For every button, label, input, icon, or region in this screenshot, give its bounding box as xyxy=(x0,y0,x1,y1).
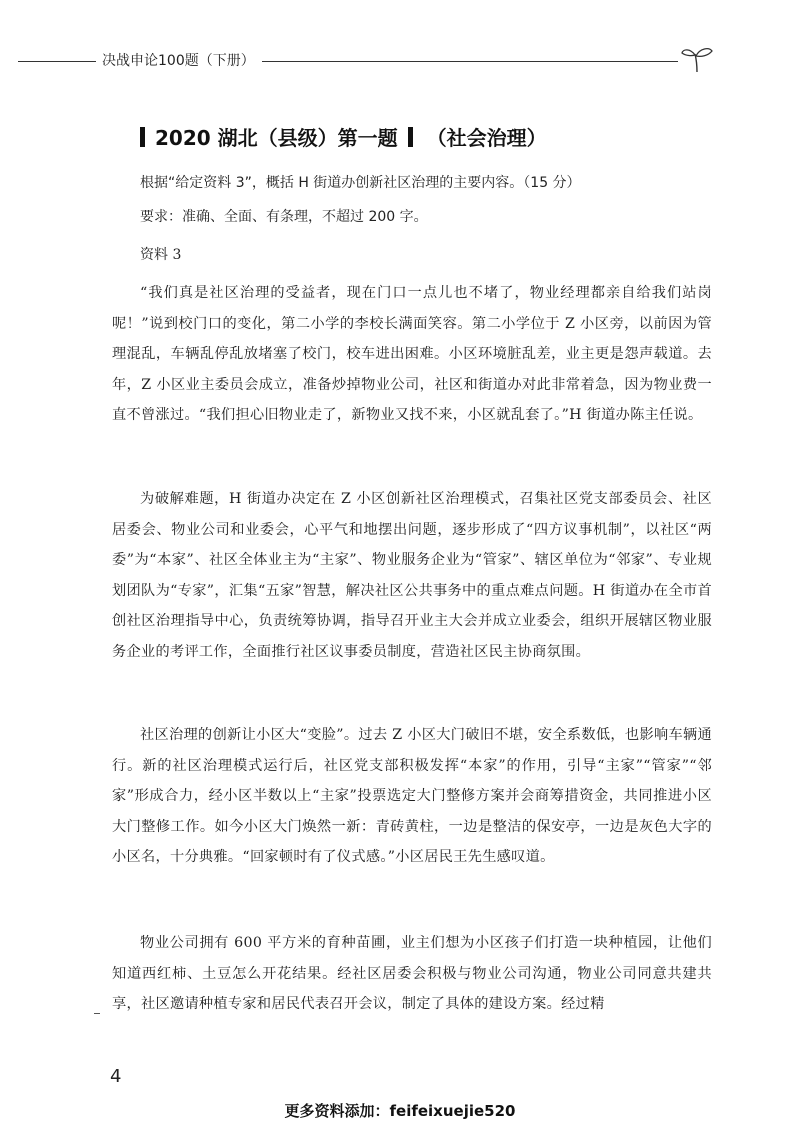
sprout-icon xyxy=(680,44,714,74)
material-paragraph-1: “我们真是社区治理的受益者，现在门口一点儿也不堵了，物业经理都亲自给我们站岗呢！”说到校门口的变化，第二小学的李校长满面笑容。第二小学位于 Z 小区旁，以前因为管理混乱，车辆乱停乱放堵塞了校门，校车进出困难。小区环境脏乱差，业主更是怨声载道。去年，Z 小区业主委员会成立，准备炒掉物业公司，社区和街道办对此非常着急，因为物业费一直不曾涨过。“我们担心旧物业走了，新物业又找不来，小区就乱套了。”H 街道办陈主任说。 xyxy=(112,285,712,423)
title-bar-left xyxy=(140,127,145,147)
header-rule-left xyxy=(18,61,96,62)
material-paragraph-2: 为破解难题，H 街道办决定在 Z 小区创新社区治理模式，召集社区党支部委员会、社区居委会、物业公司和业委会，心平气和地摆出问题，逐步形成了“四方议事机制”，以社区“两委”为“本家”、社区全体业主为“主家”、物业服务企业为“管家”、辖区单位为“邻家”、专业规划团队为“专家”，汇集“五家”智慧，解决社区公共事务中的重点难点问题。H 街道办在全市首创社区治理指导中心，负责统筹协调，指导召开业主大会并成立业委会，组织开展辖区物业服务企业的考评工作，全面推行社区议事委员制度，营造社区民主协商氛围。 xyxy=(112,491,712,660)
material-label: 资料 3 xyxy=(140,247,182,263)
running-header xyxy=(0,46,800,76)
topic-category: （社会治理） xyxy=(426,126,547,150)
question-prompt: 根据“给定资料 3”，概括 H 街道办创新社区治理的主要内容。（15 分） xyxy=(140,175,581,191)
exam-title: 2020 湖北（县级）第一题 xyxy=(155,126,398,150)
material-paragraph-4: 物业公司拥有 600 平方米的育种苗圃，业主们想为小区孩子们打造一块种植园，让他们知道西红柿、土豆怎么开花结果。经社区居委会积极与物业公司沟通，物业公司同意共建共享，社区邀请种植专家和居民代表召开会议，制定了具体的建设方案。经过精 xyxy=(112,935,712,1012)
page-number: 4 xyxy=(110,1066,122,1087)
margin-mark xyxy=(94,1013,100,1014)
book-title: 决战申论100题（下册） xyxy=(102,53,255,69)
header-rule-right xyxy=(262,61,678,62)
footer-contact-note: 更多资料添加：feifeixuejie520 xyxy=(284,1102,516,1120)
section-title xyxy=(140,122,547,151)
title-bar-right xyxy=(408,127,413,147)
question-requirement: 要求：准确、全面、有条理，不超过 200 字。 xyxy=(140,209,428,225)
material-paragraph-3: 社区治理的创新让小区大“变脸”。过去 Z 小区大门破旧不堪，安全系数低，也影响车辆通行。新的社区治理模式运行后，社区党支部积极发挥“本家”的作用，引导“主家”“管家”“邻家”形成合力，经小区半数以上“主家”投票选定大门整修方案并会商筹措资金，共同推进小区大门整修工作。如今小区大门焕然一新：青砖黄柱，一边是整洁的保安亭，一边是灰色大字的小区名，十分典雅。“回家顿时有了仪式感。”小区居民王先生感叹道。 xyxy=(112,727,712,865)
